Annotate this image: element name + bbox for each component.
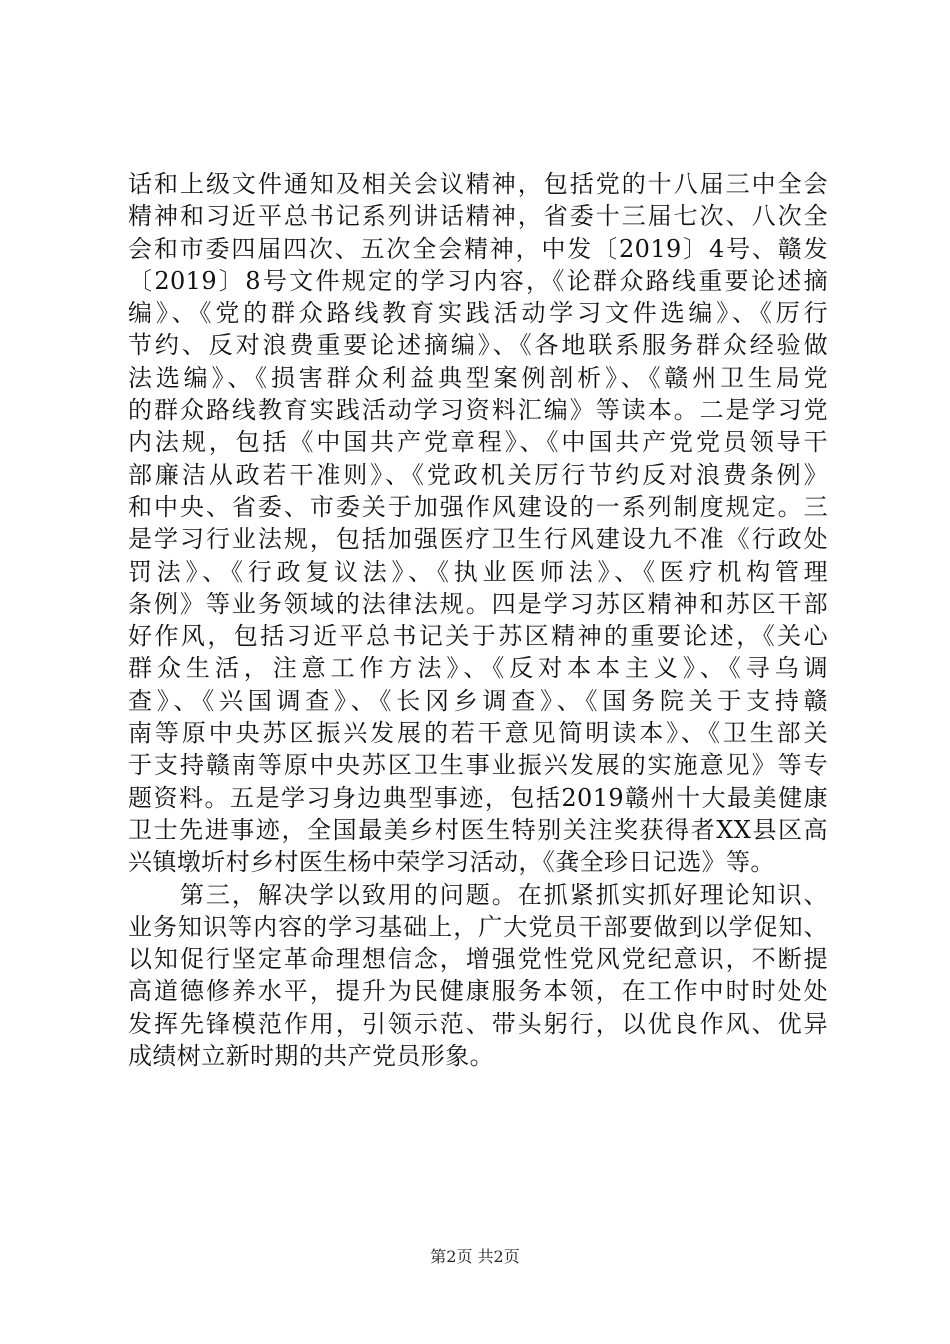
text-line: 成绩树立新时期的共产党员形象。 [128, 1042, 494, 1071]
text-line: 好作风，包括习近平总书记关于苏区精神的重要论述，《关心 [128, 622, 828, 651]
text-line: 精神和习近平总书记系列讲话精神，省委十三届七次、八次全 [128, 202, 828, 231]
text-line: 〔2019〕8号文件规定的学习内容，《论群众路线重要论述摘 [128, 266, 828, 295]
text-line: 群众生活，注意工作方法》、《反对本本主义》、《寻乌调 [128, 654, 828, 683]
text-line: 编》、《党的群众路线教育实践活动学习文件选编》、《厉行 [128, 299, 828, 328]
text-line: 条例》等业务领域的法律法规。四是学习苏区精神和苏区干部 [128, 589, 828, 618]
text-line: 是学习行业法规，包括加强医疗卫生行风建设九不准《行政处 [128, 525, 828, 554]
text-line: 法选编》、《损害群众利益典型案例剖析》、《赣州卫生局党 [128, 363, 828, 392]
text-line: 的群众路线教育实践活动学习资料汇编》等读本。二是学习党 [128, 396, 828, 425]
text-line: 第三，解决学以致用的问题。在抓紧抓实抓好理论知识、 [128, 880, 828, 909]
text-line: 兴镇墩圻村乡村医生杨中荣学习活动，《龚全珍日记选》等。 [128, 848, 775, 877]
text-line: 会和市委四届四次、五次全会精神，中发〔2019〕4号、赣发 [128, 234, 828, 263]
text-line: 题资料。五是学习身边典型事迹，包括2019赣州十大最美健康 [128, 783, 828, 812]
text-line: 高道德修养水平，提升为民健康服务本领，在工作中时时处处 [128, 977, 828, 1006]
text-line: 查》、《兴国调查》、《长冈乡调查》、《国务院关于支持赣 [128, 686, 828, 715]
text-line: 南等原中央苏区振兴发展的若干意见简明读本》、《卫生部关 [128, 719, 828, 748]
text-line: 罚法》、《行政复议法》、《执业医师法》、《医疗机构管理 [128, 557, 828, 586]
text-line: 节约、反对浪费重要论述摘编》、《各地联系服务群众经验做 [128, 331, 828, 360]
text-line: 话和上级文件通知及相关会议精神，包括党的十八届三中全会 [128, 170, 828, 198]
text-line: 部廉洁从政若干准则》、《党政机关厉行节约反对浪费条例》 [128, 460, 828, 489]
text-line: 内法规，包括《中国共产党章程》、《中国共产党党员领导干 [128, 428, 828, 457]
text-line: 业务知识等内容的学习基础上，广大党员干部要做到以学促知、 [128, 912, 828, 941]
body-text [128, 168, 828, 1072]
page-footer [0, 1247, 950, 1267]
text-line: 卫士先进事迹，全国最美乡村医生特别关注奖获得者XX县区高 [128, 815, 828, 844]
text-line: 发挥先锋模范作用，引领示范、带头躬行，以优良作风、优异 [128, 1009, 828, 1038]
text-line: 以知促行坚定革命理想信念，增强党性党风党纪意识，不断提 [128, 945, 828, 974]
text-line: 和中央、省委、市委关于加强作风建设的一系列制度规定。三 [128, 492, 828, 521]
page-number-label: 第2页 共2页 [430, 1247, 520, 1266]
text-line: 于支持赣南等原中央苏区卫生事业振兴发展的实施意见》等专 [128, 751, 828, 780]
